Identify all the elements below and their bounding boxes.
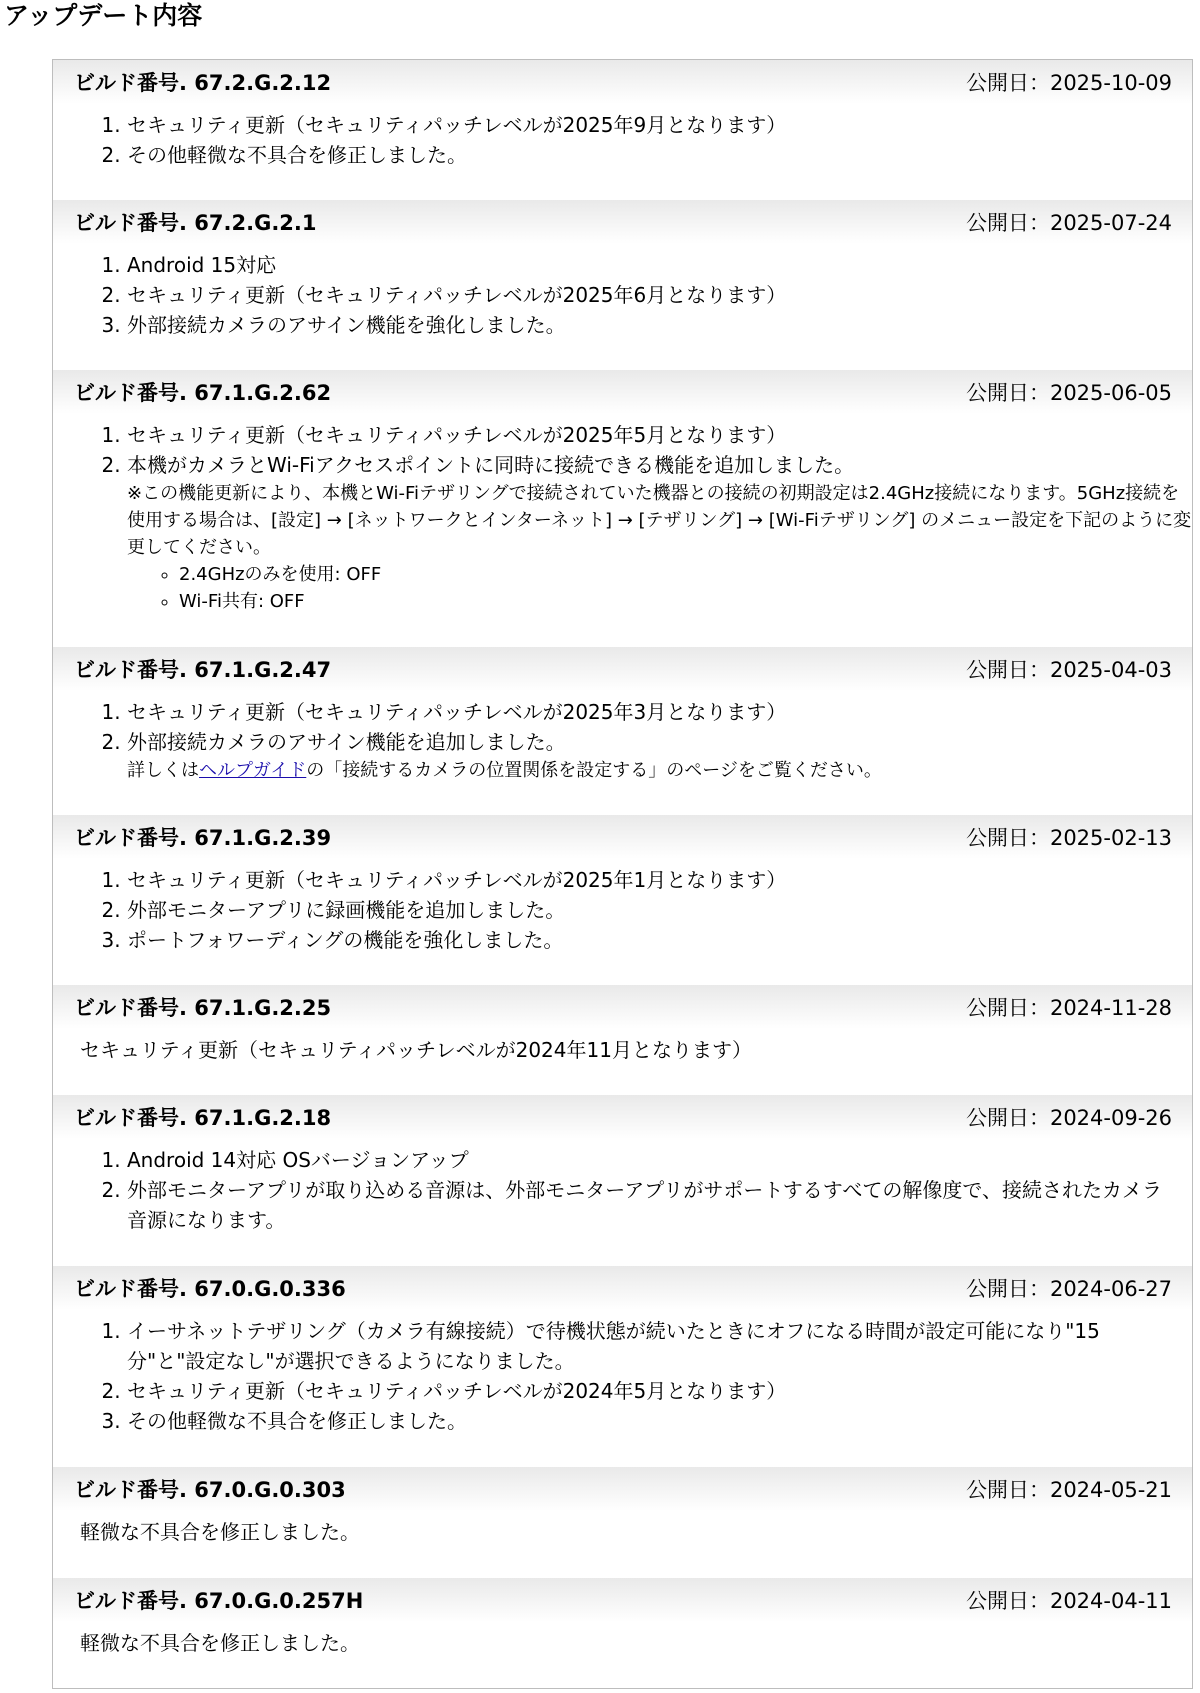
- note-prefix: 詳しくは: [127, 760, 199, 781]
- change-item: 2. その他軽微な不具合を修正しました。: [127, 140, 1192, 170]
- change-note: [127, 757, 1192, 784]
- entry-header: [53, 1578, 1192, 1622]
- release-date: 公開日：2025-10-09: [965, 71, 1172, 95]
- change-list: [53, 420, 1192, 615]
- page-title: アップデート内容: [4, 1, 203, 30]
- change-item: 1. セキュリティ更新（セキュリティパッチレベルが2025年5月となります）: [127, 420, 1192, 450]
- build-number: ビルド番号. 67.0.G.0.336: [74, 1277, 346, 1301]
- change-item: 2. 外部モニターアプリが取り込める音源は、外部モニターアプリがサポートするすべての解像度で、接続されたカメラ音源になります。: [127, 1175, 1172, 1235]
- release-date: 公開日：2024-11-28: [965, 996, 1172, 1020]
- build-number: ビルド番号. 67.1.G.2.25: [74, 996, 332, 1020]
- build-number: ビルド番号. 67.1.G.2.39: [74, 826, 332, 850]
- change-item: 1. セキュリティ更新（セキュリティパッチレベルが2025年1月となります）: [127, 865, 1192, 895]
- change-list: [53, 250, 1192, 340]
- update-entry: [53, 647, 1192, 784]
- build-number: ビルド番号. 67.0.G.0.303: [74, 1478, 346, 1502]
- release-date: 公開日：2024-04-11: [965, 1589, 1172, 1613]
- release-date: 公開日：2024-05-21: [965, 1478, 1172, 1502]
- change-list: [53, 110, 1192, 170]
- build-number: ビルド番号. 67.2.G.2.12: [74, 71, 332, 95]
- update-entry: [53, 1467, 1192, 1547]
- change-item: 1. Android 15対応: [127, 250, 1192, 280]
- update-entry: [53, 815, 1192, 955]
- change-item: 1. セキュリティ更新（セキュリティパッチレベルが2025年9月となります）: [127, 110, 1192, 140]
- entry-header: [53, 370, 1192, 414]
- change-item: 3. その他軽微な不具合を修正しました。: [127, 1406, 1122, 1436]
- help-guide-link[interactable]: ヘルプガイド: [199, 760, 307, 781]
- update-entry: [53, 200, 1192, 340]
- setting-item: ◦ 2.4GHzのみを使用: OFF: [179, 561, 1192, 588]
- update-entry: [53, 370, 1192, 615]
- change-item: [127, 727, 1192, 784]
- release-date: 公開日：2024-06-27: [965, 1277, 1172, 1301]
- setting-list: [127, 561, 1192, 615]
- build-number: ビルド番号. 67.1.G.2.47: [74, 658, 332, 682]
- change-list: [53, 1145, 1192, 1235]
- setting-item: ◦ Wi-Fi共有: OFF: [179, 588, 1192, 615]
- entry-header: [53, 1266, 1192, 1310]
- release-date: 公開日：2025-02-13: [965, 826, 1172, 850]
- release-date: 公開日：2024-09-26: [965, 1106, 1172, 1130]
- change-text: 軽微な不具合を修正しました。: [80, 1520, 360, 1544]
- update-entry: [53, 60, 1192, 170]
- release-date: 公開日：2025-06-05: [965, 381, 1172, 405]
- change-item-text: 本機がカメラとWi-Fiアクセスポイントに同時に接続できる機能を追加しました。: [127, 453, 855, 477]
- change-text: 軽微な不具合を修正しました。: [80, 1631, 360, 1655]
- change-list: [53, 865, 1192, 955]
- build-number: ビルド番号. 67.0.G.0.257H: [74, 1589, 364, 1613]
- change-item: 1. イーサネットテザリング（カメラ有線接続）で待機状態が続いたときにオフになる時間が設定可能になり"15分"と"設定なし"が選択できるようになりました。: [127, 1316, 1122, 1376]
- build-number: ビルド番号. 67.1.G.2.18: [74, 1106, 332, 1130]
- update-entry: [53, 1095, 1192, 1235]
- entry-header: [53, 200, 1192, 244]
- change-item: [127, 450, 1192, 615]
- release-date: 公開日：2025-04-03: [965, 658, 1172, 682]
- update-entry: [53, 1266, 1192, 1436]
- entry-header: [53, 1467, 1192, 1511]
- change-item: 1. Android 14対応 OSバージョンアップ: [127, 1145, 1172, 1175]
- update-entry: [53, 1578, 1192, 1658]
- change-list: [53, 697, 1192, 784]
- build-number: ビルド番号. 67.2.G.2.1: [74, 211, 317, 235]
- entry-header: [53, 60, 1192, 104]
- change-item: 2. セキュリティ更新（セキュリティパッチレベルが2025年6月となります）: [127, 280, 1192, 310]
- entry-header: [53, 815, 1192, 859]
- change-item: 3. 外部接続カメラのアサイン機能を強化しました。: [127, 310, 1192, 340]
- change-text: セキュリティ更新（セキュリティパッチレベルが2024年11月となります）: [80, 1038, 752, 1062]
- build-number: ビルド番号. 67.1.G.2.62: [74, 381, 332, 405]
- change-list: [53, 1316, 1192, 1436]
- change-item: 3. ポートフォワーディングの機能を強化しました。: [127, 925, 1192, 955]
- change-item: 2. セキュリティ更新（セキュリティパッチレベルが2024年5月となります）: [127, 1376, 1122, 1406]
- change-note: ※この機能更新により、本機とWi-Fiテザリングで接続されていた機器との接続の初期設定は2.4GHz接続になります。5GHz接続を使用する場合は、[設定] → [ネットワークとインターネット] → [テザリング] → [Wi-Fiテザリング] のメニュー設定を下記のように変更してください。: [127, 483, 1192, 558]
- note-suffix: の「接続するカメラの位置関係を設定する」のページをご覧ください。: [306, 760, 882, 781]
- change-item-text: 外部接続カメラのアサイン機能を追加しました。: [127, 730, 566, 754]
- entry-header: [53, 1095, 1192, 1139]
- update-entry: [53, 985, 1192, 1065]
- entry-header: [53, 985, 1192, 1029]
- release-date: 公開日：2025-07-24: [965, 211, 1172, 235]
- entry-header: [53, 647, 1192, 691]
- change-item: 2. 外部モニターアプリに録画機能を追加しました。: [127, 895, 1192, 925]
- update-list: [52, 59, 1193, 1689]
- change-item: 1. セキュリティ更新（セキュリティパッチレベルが2025年3月となります）: [127, 697, 1192, 727]
